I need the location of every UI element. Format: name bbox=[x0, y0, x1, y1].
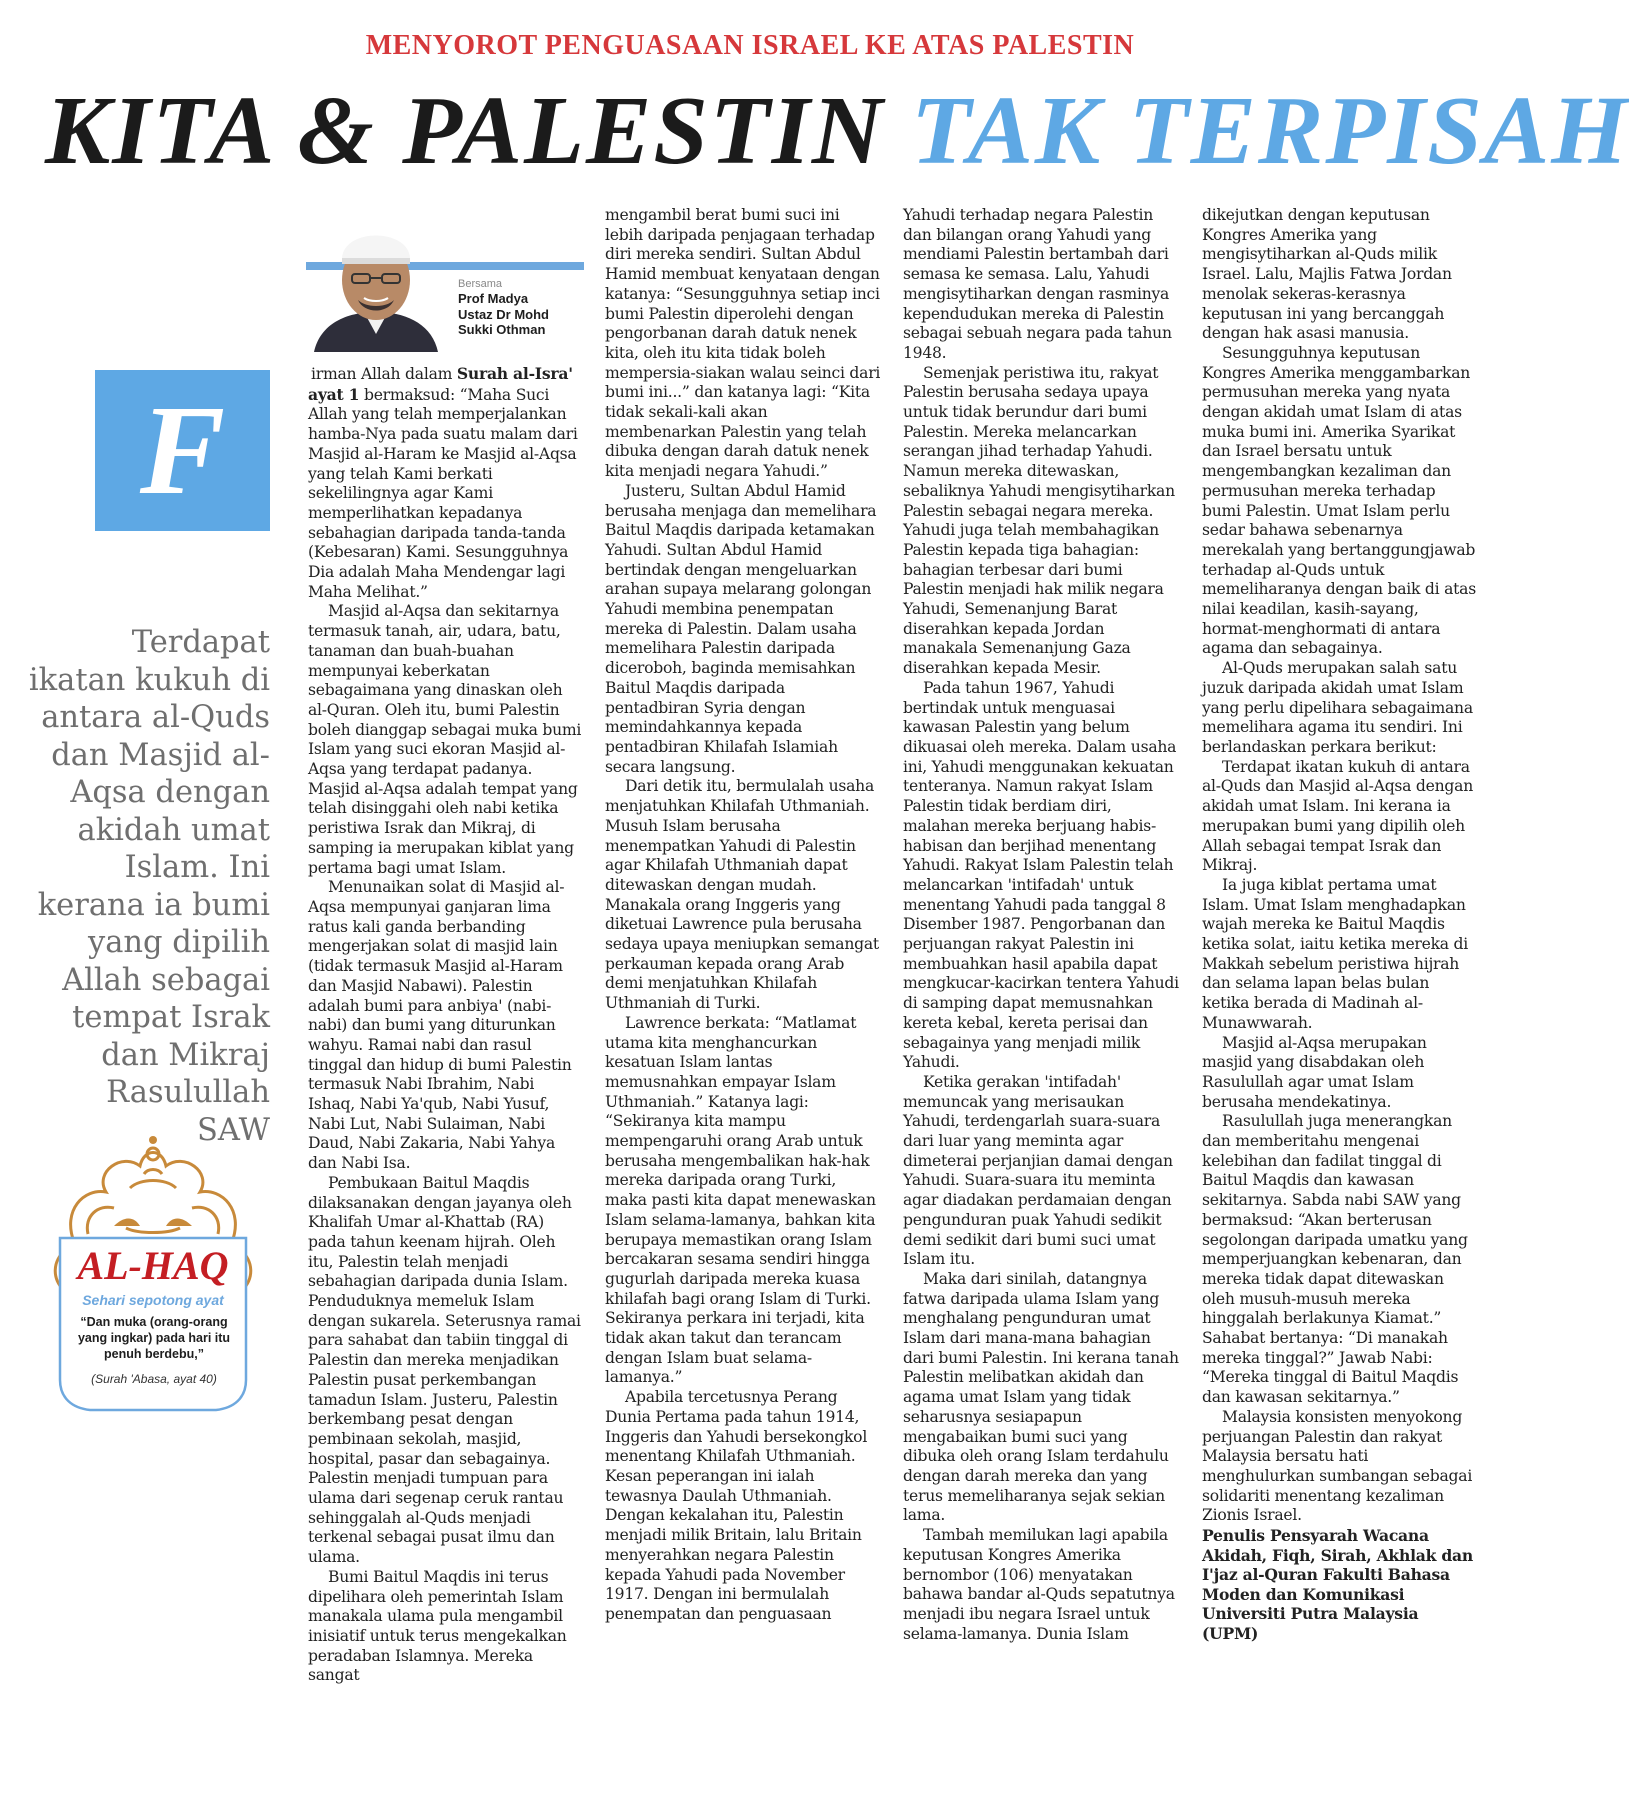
paragraph bbox=[308, 364, 582, 602]
pull-quote: Terdapat ikatan kukuh di antara al-Quds dan Masjid al-Aqsa dengan akidah umat Islam. Ini kerana ia bumi yang dipilih Allah sebagai tempat Israk dan Mikraj Rasulullah SAW bbox=[28, 625, 270, 1148]
author-name-line3: Sukki Othman bbox=[458, 322, 546, 338]
paragraph: Dari detik itu, bermulalah usaha menjatuhkan Khilafah Uthmaniah. Musuh Islam berusaha menempatkan Yahudi di Palestin agar Khilafah Uthmaniah dapat ditewaskan dengan mudah. Manakala orang Inggeris yang diketuai Lawrence pula berusaha sedaya upaya meniupkan semangat perkauman kepada orang Arab demi menjatuhkan Khilafah Uthmaniah di Turki. bbox=[605, 777, 879, 1013]
article-column-3 bbox=[903, 206, 1181, 1644]
paragraph: Menunaikan solat di Masjid al-Aqsa mempunyai ganjaran lima ratus kali ganda berbanding mengerjakan solat di masjid lain (tidak termasuk Masjid al-Haram dan Masjid Nabawi). Palestin adalah bumi para anbiya' (nabi-nabi) dan bumi yang diturunkan wahyu. Ramai nabi dan rasul tinggal dan hidup di bumi Palestin termasuk Nabi Ibrahim, Nabi Ishaq, Nabi Ya'qub, Nabi Yusuf, Nabi Lut, Nabi Sulaiman, Nabi Daud, Nabi Zakaria, Nabi Yahya dan Nabi Isa. bbox=[308, 878, 572, 1173]
paragraph: Sesungguhnya keputusan Kongres Amerika menggambarkan permusuhan mereka yang nyata dengan akidah umat Islam di atas muka bumi ini. Amerika Syarikat dan Israel bersatu untuk mengembangkan kezaliman dan permusuhan mereka terhadap bumi Palestin. Umat Islam perlu sedar bahawa sebenarnya merekalah yang bertanggungjawab terhadap al-Quds untuk memeliharanya dengan baik di atas nilai keadilan, kasih-sayang, hormat-menghormati di antara agama dan sebagainya. bbox=[1202, 343, 1476, 658]
drop-cap: F bbox=[95, 370, 270, 531]
article-column-4 bbox=[1202, 206, 1478, 1643]
paragraph: dikejutkan dengan keputusan Kongres Amerika yang mengisytiharkan al-Quds milik Israel. Lalu, Majlis Fatwa Jordan menolak sekeras-kerasnya keputusan ini yang bercanggah dengan hak asasi manusia. bbox=[1202, 206, 1452, 343]
paragraph: Rasulullah juga menerangkan dan memberitahu mengenai kelebihan dan fadilat tinggal di Baitul Maqdis dan kawasan sekitarnya. Sabda nabi SAW yang bermaksud: “Akan berterusan segolongan daripada umatku yang memperjuangkan kebenaran, dan mereka tidak dapat ditewaskan oleh musuh-musuh mereka hinggalah berlakunya Kiamat.” Sahabat bertanya: “Di manakah mereka tinggal?” Jawab Nabi: “Mereka tinggal di Baitul Maqdis dan kawasan sekitarnya.” bbox=[1202, 1112, 1468, 1407]
paragraph-text: irman Allah dalam bbox=[311, 365, 457, 383]
paragraph: mengambil berat bumi suci ini lebih daripada penjagaan terhadap diri mereka sendiri. Sultan Abdul Hamid membuat kenyataan dengan katanya: “Sesungguhnya setiap inci bumi Palestin diperolehi dengan pengorbanan darah datuk nenek kita, oleh itu kita tidak boleh mempersia-siakan walau seinci dari bumi ini...” dan katanya lagi: “Kita tidak sekali-kali akan membenarkan Palestin yang telah dibuka dengan darah datuk nenek kita menjadi negara Yahudi.” bbox=[605, 206, 881, 481]
author-byline bbox=[458, 278, 549, 338]
paragraph: Pembukaan Baitul Maqdis dilaksanakan dengan jayanya oleh Khalifah Umar al-Khattab (RA) pada tahun keenam hijrah. Oleh itu, Palestin telah menjadi sebahagian daripada dunia Islam. Penduduknya memeluk Islam dengan sukarela. Seterusnya ramai para sahabat dan tabiin tinggal di Palestin dan mereka menjadikan Palestin pusat perkembangan tamadun Islam. Justeru, Palestin berkembang pesat dengan pembinaan sekolah, masjid, hospital, pasar dan sebagainya. Palestin menjadi tumpuan para ulama dari segenap ceruk rantau sehinggalah al-Quds menjadi terkenal sebagai pusat ilmu dan ulama. bbox=[308, 1173, 581, 1567]
paragraph: Masjid al-Aqsa merupakan masjid yang disabdakan oleh Rasulullah agar umat Islam berusaha mendekatinya. bbox=[1202, 1033, 1427, 1111]
paragraph-text: bermaksud: “Maha Suci Allah yang telah memperjalankan hamba-Nya pada suatu malam dari Masjid al-Haram ke Masjid al-Aqsa yang telah Kami berkati sekelilingnya agar Kami memperlihatkan kepadanya sebahagian daripada tanda-tanda (Kebesaran) Kami. Sesungguhnya Dia adalah Maha Mendengar lagi Maha Melihat.” bbox=[308, 385, 578, 601]
kicker: MENYOROT PENGUASAAN ISRAEL KE ATAS PALESTIN bbox=[365, 30, 1135, 61]
paragraph: Maka dari sinilah, datangnya fatwa daripada ulama Islam yang menghalang pengunduran umat Islam dari mana-mana bahagian dari bumi Palestin. Ini kerana tanah Palestin melibatkan akidah dan agama umat Islam yang tidak seharusnya sesiapapun mengabaikan bumi suci yang dibuka oleh orang Islam terdahulu dengan darah mereka dan yang terus memeliharanya sejak sekian lama. bbox=[903, 1269, 1179, 1525]
author-note: Penulis Pensyarah Wacana Akidah, Fiqh, Sirah, Akhlak dan I'jaz al-Quran Fakulti Bahasa Moden dan Komunikasi Universiti Putra Malaysia (UPM) bbox=[1202, 1526, 1473, 1643]
headline-part1: KITA & PALESTIN bbox=[45, 77, 885, 185]
alhaq-subtitle: Sehari sepotong ayat bbox=[82, 1292, 224, 1308]
author-pre: Bersama bbox=[458, 278, 503, 290]
author-name-line2: Ustaz Dr Mohd bbox=[458, 306, 549, 322]
paragraph: Tambah memilukan lagi apabila keputusan Kongres Amerika bernombor (106) menyatakan bahawa bandar al-Quds sepatutnya menjadi ibu negara Israel untuk selama-lamanya. Dunia Islam bbox=[903, 1526, 1175, 1643]
paragraph: Masjid al-Aqsa dan sekitarnya termasuk tanah, air, udara, batu, tanaman dan buah-buahan mempunyai keberkatan sebagaimana yang dinaskan oleh al-Quran. Oleh itu, bumi Palestin boleh dianggap sebagai muka bumi Islam yang suci ekoran Masjid al-Aqsa yang terdapat padanya. Masjid al-Aqsa adalah tempat yang telah disinggahi oleh nabi ketika peristiwa Israk dan Mikraj, di samping ia merupakan kiblat yang pertama bagi umat Islam. bbox=[308, 602, 582, 877]
paragraph: Malaysia konsisten menyokong perjuangan Palestin dan rakyat Malaysia bersatu hati menghulurkan sumbangan sebagai solidariti menentang kezaliman Zionis Israel. bbox=[1202, 1407, 1473, 1525]
paragraph: Ia juga kiblat pertama umat Islam. Umat Islam menghadapkan wajah mereka ke Baitul Maqdis ketika solat, iaitu ketika mereka di Makkah sebelum peristiwa hijrah dan selama lapan belas bulan ketika berada di Madinah al-Munawwarah. bbox=[1202, 875, 1469, 1032]
article-column-1 bbox=[308, 364, 582, 1686]
paragraph: Pada tahun 1967, Yahudi bertindak untuk menguasai kawasan Palestin yang belum dikuasai oleh mereka. Dalam usaha ini, Yahudi menggunakan kekuatan tenteranya. Namun rakyat Islam Palestin tidak berdiam diri, malahan mereka berjuang habis-habisan dan berjihad menentang Yahudi. Rakyat Islam Palestin telah melancarkan 'intifadah' untuk menentang Yahudi pada tanggal 8 Disember 1987. Pengorbanan dan perjuangan rakyat Palestin ini membuahkan hasil apabila dapat mengkucar-kacirkan tentera Yahudi di samping dapat memusnahkan kereta kebal, kereta perisai dan sebagainya yang menjadi milik Yahudi. bbox=[903, 678, 1179, 1072]
headline bbox=[45, 77, 1629, 185]
headline-part2: TAK TERPISAH bbox=[911, 77, 1629, 185]
author-box bbox=[306, 212, 584, 352]
alhaq-title: AL-HAQ bbox=[77, 1243, 229, 1288]
surah-reference: Surah al-Isra' ayat 1 bbox=[308, 364, 573, 404]
paragraph: Terdapat ikatan kukuh di antara al-Quds dan Masjid al-Aqsa dengan akidah umat Islam. Ini kerana ia merupakan bumi yang dipilih oleh Allah sebagai tempat Israk dan Mikraj. bbox=[1202, 757, 1474, 875]
paragraph: Yahudi terhadap negara Palestin dan bilangan orang Yahudi yang mendiami Palestin bertambah dari semasa ke semasa. Lalu, Yahudi mengisytiharkan dengan rasminya kependudukan mereka di Palestin sebagai sebuah negara pada tahun 1948. bbox=[903, 206, 1172, 362]
alhaq-badge bbox=[44, 1130, 262, 1420]
paragraph: Apabila tercetusnya Perang Dunia Pertama pada tahun 1914, Inggeris dan Yahudi bersekongkol menentang Khilafah Uthmaniah. Kesan peperangan ini ialah tewasnya Daulah Uthmaniah. Dengan kekalahan itu, Palestin menjadi milik Britain, lalu Britain menyerahkan negara Palestin kepada Yahudi pada November 1917. Dengan ini bermulalah penempatan dan penguasaan bbox=[605, 1388, 868, 1623]
paragraph: Al-Quds merupakan salah satu juzuk daripada akidah umat Islam yang perlu dipelihara sebagaimana memelihara agama itu sendiri. Ini berlandaskan perkara berikut: bbox=[1202, 659, 1473, 756]
paragraph: Lawrence berkata: “Matlamat utama kita menghancurkan kesatuan Islam lantas memusnahkan empayar Islam Uthmaniah.” Katanya lagi: “Sekiranya kita mampu mempengaruhi orang Arab untuk berusaha mengembalikan hak-hak mereka daripada orang Turki, maka pasti kita dapat menewaskan Islam selama-lamanya, bahkan kita berupaya memastikan orang Islam bercakaran sesama sendiri hingga gugurlah daripada mereka kuasa khilafah bagi orang Islam di Turki. Sekiranya perkara ini terjadi, kita tidak akan takut dan terancam dengan Islam buat selama-lamanya.” bbox=[605, 1013, 876, 1387]
paragraph: Justeru, Sultan Abdul Hamid berusaha menjaga dan memelihara Baitul Maqdis daripada ketamakan Yahudi. Sultan Abdul Hamid bertindak dengan mengeluarkan arahan supaya melarang golongan Yahudi membina penempatan mereka di Palestin. Dalam usaha memelihara Palestin daripada diceroboh, baginda memisahkan Baitul Maqdis daripada pentadbiran Syria dengan memindahkannya kepada pentadbiran Khilafah Islamiah secara langsung. bbox=[605, 481, 877, 776]
author-name-line1: Prof Madya bbox=[458, 291, 529, 307]
paragraph: Ketika gerakan 'intifadah' memuncak yang merisaukan Yahudi, terdengarlah suara-suara dari luar yang meminta agar dimeterai perjanjian damai dengan Yahudi. Suara-suara itu meminta agar diadakan perdamaian dengan pengunduran puak Yahudi sedikit demi sedikit dari bumi suci umat Islam itu. bbox=[903, 1072, 1173, 1269]
article-column-2 bbox=[605, 206, 882, 1625]
alhaq-verse: “Dan muka (orang-orang yang ingkar) pada hari itu penuh berdebu,” bbox=[77, 1315, 231, 1361]
alhaq-source: (Surah 'Abasa, ayat 40) bbox=[91, 1372, 217, 1386]
paragraph: Bumi Baitul Maqdis ini terus dipelihara oleh pemerintah Islam manakala ulama pula mengambil inisiatif untuk terus mengekalkan peradaban Islamnya. Mereka sangat bbox=[308, 1567, 567, 1685]
paragraph: Semenjak peristiwa itu, rakyat Palestin berusaha sedaya upaya untuk tidak berundur dari bumi Palestin. Mereka melancarkan serangan jihad terhadap Yahudi. Namun mereka ditewaskan, sebaliknya Yahudi mengisytiharkan Palestin sebagai negara mereka. Yahudi juga telah membahagikan Palestin kepada tiga bahagian: bahagian terbesar dari bumi Palestin menjadi hak milik negara Yahudi, Semenanjung Barat diserahkan kepada Jordan manakala Semenanjung Gaza diserahkan kepada Mesir. bbox=[903, 363, 1175, 678]
author-photo bbox=[306, 212, 446, 352]
